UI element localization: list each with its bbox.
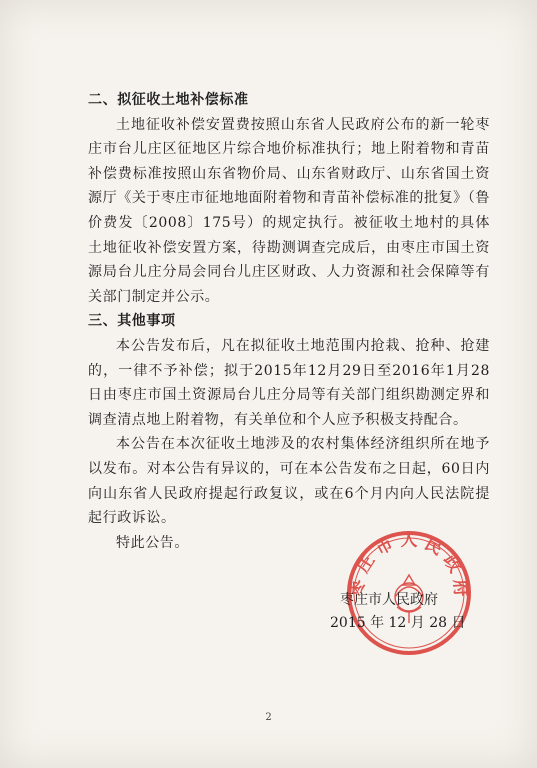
notice-body xyxy=(88,88,490,555)
issue-date: 2015 年 12 月 28 日 xyxy=(330,615,466,631)
paragraph-no-compensation: 本公告发布后，凡在拟征收土地范围内抢栽、抢种、抢建的，一律不予补偿；拟于2015年12月29日至2016年1月28日由枣庄市国土资源局台儿庄分局等有关部门组织勘测定界和调查清点地上附着物，有关单位和个人应予积极支持配合。 xyxy=(88,337,490,428)
section-heading-other-matters: 三、其他事项 xyxy=(88,313,176,330)
section-heading-compensation: 二、拟征收土地补偿标准 xyxy=(88,92,249,108)
page-number: 2 xyxy=(265,712,272,723)
svg-text:枣 庄 市 人 民 政 府: 枣 庄 市 人 民 政 府 xyxy=(347,530,471,598)
paragraph-appeal: 本公告在本次征收土地涉及的农村集体经济组织所在地予以发布。对本公告有异议的，可在本公告发布之日起，60日内向山东省人民政府提起行政复议，或在6个月内向人民法院提起行政诉讼。 xyxy=(88,436,490,527)
issuing-authority: 枣庄市人民政府 xyxy=(340,592,438,608)
paragraph-compensation: 土地征收补偿安置费按照山东省人民政府公布的新一轮枣庄市台儿庄区征地区片综合地价标准执行；地上附着物和青苗补偿费标准按照山东省物价局、山东省财政厅、山东省国土资源厅《关于枣庄市征地地面附着物和青苗补偿标准的批复》（鲁价费发〔2008〕175号）的规定执行。被征收土地村的具体土地征收补偿安置方案，待勘测调查完成后，由枣庄市国土资源局台儿庄分局会同台儿庄区财政、人力资源和社会保障等有关部门制定并公示。 xyxy=(88,116,490,305)
closing-statement: 特此公告。 xyxy=(116,534,189,551)
